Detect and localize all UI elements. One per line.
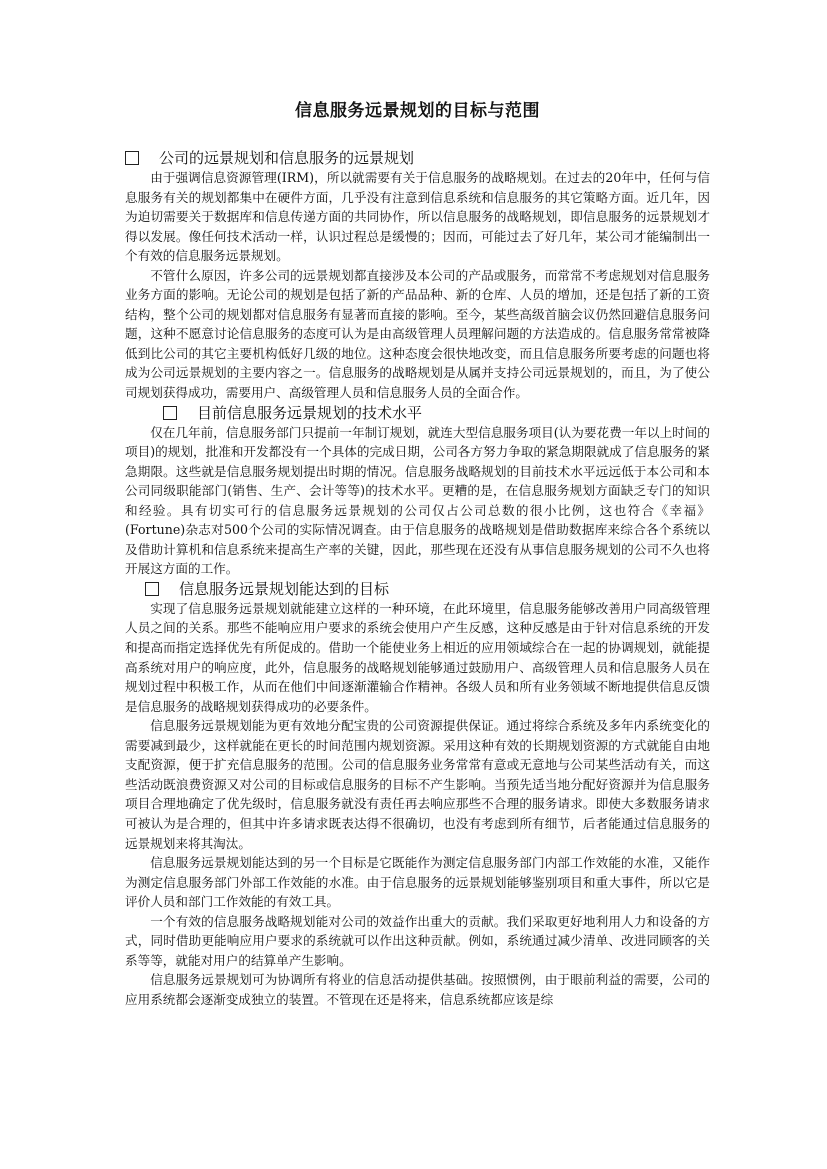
checkbox-square-icon — [145, 582, 159, 596]
paragraph: 仅在几年前，信息服务部门只提前一年制订规划，就连大型信息服务项目(认为要花费一年以上时间的项目)的规划，批准和开发都没有一个具体的完成日期，公司各方努力争取的紧急期限就成了信息服务的紧急期限。这些就是信息服务规划提出时期的情况。信息服务战略规划的目前技术水平远远低于本公司和本公司同级职能部门(销售、生产、会计等等)的技术水平。更糟的是，在信息服务规划方面缺乏专门的知识和经验。具有切实可行的信息服务远景规划的公司仅占公司总数的很小比例，这也符合《幸福》(Fortune)杂志对500个公司的实际情况调查。由于信息服务的战略规划是借助数据库来综合各个系统以及借助计算机和信息系统来提高生产率的关键，因此，那些现在还没有从事信息服务规划的公司不久也将开展这方面的工作。 — [125, 424, 710, 577]
section-heading-tech-level — [125, 403, 710, 423]
paragraph: 不管什么原因，许多公司的远景规划都直接涉及本公司的产品或服务，而常常不考虑规划对信息服务业务方面的影响。无论公司的规划是包括了新的产品品种、新的仓库、人员的增加，还是包括了新的工资结构，整个公司的规划都对信息服务有显著而直接的影响。至今，某些高级首脑会议仍然回避信息服务问题，这种不愿意讨论信息服务的态度可认为是由高级管理人员理解问题的方法造成的。信息服务常常被降低到比公司的其它主要机构低好几级的地位。这种态度会很快地改变，而且信息服务所要考虑的问题也将成为公司远景规划的主要内容之一。信息服务的战略规划是从属并支持公司远景规划的，而且，为了使公司规划获得成功，需要用户、高级管理人员和信息服务人员的全面合作。 — [125, 267, 710, 401]
checkbox-square-icon — [163, 406, 177, 420]
paragraph: 信息服务远景规划能达到的另一个目标是它既能作为测定信息服务部门内部工作效能的水准，又能作为测定信息服务部门外部工作效能的水准。由于信息服务的远景规划能够鉴别项目和重大事件，所以它是评价人员和部门工作效能的有效工具。 — [125, 855, 710, 910]
section-heading-text: 信息服务远景规划能达到的目标 — [179, 579, 390, 598]
section-heading-goals — [125, 579, 710, 599]
section-heading-text: 公司的远景规划和信息服务的远景规划 — [159, 149, 415, 167]
paragraph: 信息服务远景规划能为更有效地分配宝贵的公司资源提供保证。通过将综合系统及多年内系统变化的需要减到最少，这样就能在更长的时间范围内规划资源。采用这种有效的长期规划资源的方式就能自由地支配资源，便于扩充信息服务的范围。公司的信息服务业务常常有意或无意地与公司某些活动有关，而这些活动既浪费资源又对公司的目标或信息服务的目标不产生影响。当预先适当地分配好资源并为信息服务项目合理地确定了优先级时，信息服务就没有责任再去响应那些不合理的服务请求。即使大多数服务请求可被认为是合理的，但其中许多请求既表达得不很确切，也没有考虑到所有细节，后者能通过信息服务的远景规划来将其淘汰。 — [125, 718, 710, 851]
section-heading-text: 目前信息服务远景规划的技术水平 — [197, 403, 423, 422]
paragraph: 一个有效的信息服务战略规划能对公司的效益作出重大的贡献。我们采取更好地利用人力和设备的方式，同时借助更能响应用户要求的系统就可以作出这种贡献。例如，系统通过减少清单、改进同顾客的关系等等，就能对用户的结算单产生影响。 — [125, 913, 710, 968]
paragraph: 实现了信息服务远景规划就能建立这样的一种环境，在此环境里，信息服务能够改善用户同高级管理人员之间的关系。那些不能响应用户要求的系统会使用户产生反感，这种反感是由于针对信息系统的开发和提高而指定选择优先有所促成的。借助一个能使业务上相近的应用领域综合在一起的协调规划，就能提高系统对用户的响应度，此外，信息服务的战略规划能够通过鼓励用户、高级管理人员和信息服务人员在规划过程中积极工作，从而在他们中间逐渐灌输合作精神。各级人员和所有业务领域不断地提供信息反馈是信息服务的战略规划获得成功的必要条件。 — [125, 600, 710, 714]
document-title: 信息服务远景规划的目标与范围 — [295, 101, 540, 121]
checkbox-square-icon — [125, 151, 139, 165]
paragraph: 由于强调信息资源管理(IRM)，所以就需要有关于信息服务的战略规划。在过去的20年中，任何与信息服务有关的规划都集中在硬件方面，几乎没有注意到信息系统和信息服务的其它策略方面。近几年，因为迫切需要关于数据库和信息传递方面的共同协作，所以信息服务的战略规划，即信息服务的远景规划才得以发展。像任何技术活动一样，认识过程总是缓慢的；因而，可能过去了好几年，某公司才能编制出一个有效的信息服务远景规划。 — [125, 170, 710, 264]
paragraph: 信息服务远景规划可为协调所有将业的信息活动提供基础。按照惯例，由于眼前利益的需要，公司的应用系统都会逐渐变成独立的装置。不管现在还是将来，信息系统都应该是综 — [125, 972, 710, 1007]
section-heading-vision — [125, 148, 710, 168]
